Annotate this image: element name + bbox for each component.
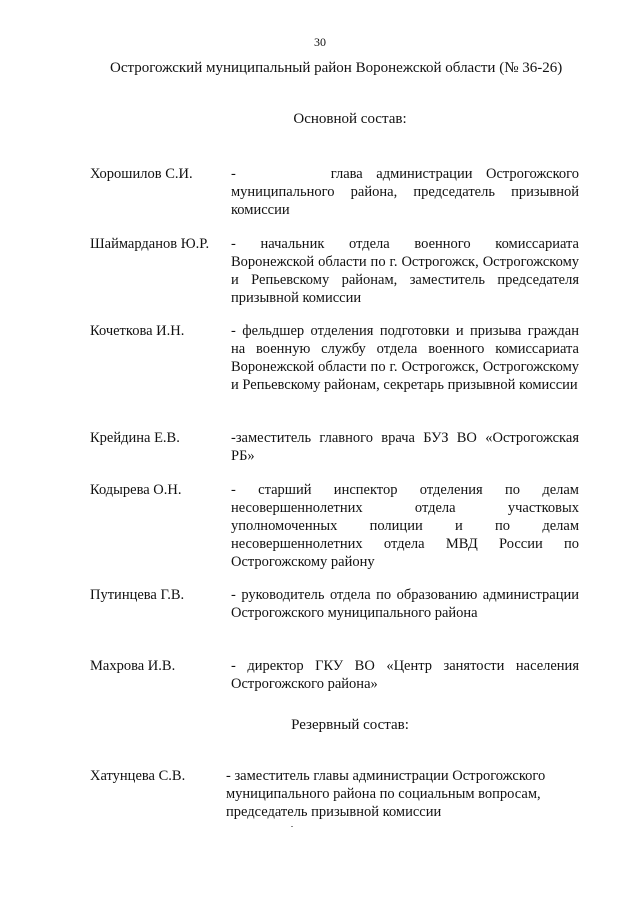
main-section-title: Основной состав: bbox=[293, 111, 407, 127]
reserve-section-title: Резервный состав: bbox=[291, 717, 409, 733]
member-role: - руководитель отдела по образованию администрации Острогожского муниципального района bbox=[231, 587, 579, 621]
member-name: Шаймарданов Ю.Р. bbox=[90, 236, 210, 252]
document-title: Острогожский муниципальный район Воронежской области (№ 36-26) bbox=[110, 60, 563, 76]
member-name: Кодырева О.Н. bbox=[90, 482, 182, 498]
member-name: Крейдина Е.В. bbox=[90, 430, 180, 446]
member-name: Махрова И.В. bbox=[90, 658, 176, 674]
member-role: -заместитель главного врача БУЗ ВО «Острогожская РБ» bbox=[231, 430, 579, 464]
member-role: - старший инспектор отделения по делам несовершеннолетних отдела участковых уполномоченных полиции и по делам несовершеннолетних отдела МВД России по Острогожскому району bbox=[231, 482, 579, 570]
page-number: 30 bbox=[314, 35, 326, 49]
scan-mark bbox=[291, 826, 293, 827]
member-name: Кочеткова И.Н. bbox=[90, 323, 185, 339]
member-role: - глава администрации Острогожского муниципального района, председатель призывной комиссии bbox=[231, 166, 579, 218]
member-name: Хатунцева С.В. bbox=[90, 768, 186, 784]
member-name: Путинцева Г.В. bbox=[90, 587, 185, 603]
member-role: - заместитель главы администрации Острогожского муниципального района по социальным вопросам, председатель призывной комиссии bbox=[226, 768, 546, 820]
member-role: - директор ГКУ ВО «Центр занятости населения Острогожского района» bbox=[231, 658, 579, 692]
member-name: Хорошилов С.И. bbox=[90, 166, 193, 182]
member-role: - фельдшер отделения подготовки и призыва граждан на военную службу отдела военного комиссариата Воронежской области по г. Острогожск, Острогожскому и Репьевскому районам, секретарь призывной комиссии bbox=[231, 323, 579, 393]
member-role: - начальник отдела военного комиссариата Воронежской области по г. Острогожск, Острогожскому и Репьевскому районам, заместитель председателя призывной комиссии bbox=[231, 236, 579, 306]
